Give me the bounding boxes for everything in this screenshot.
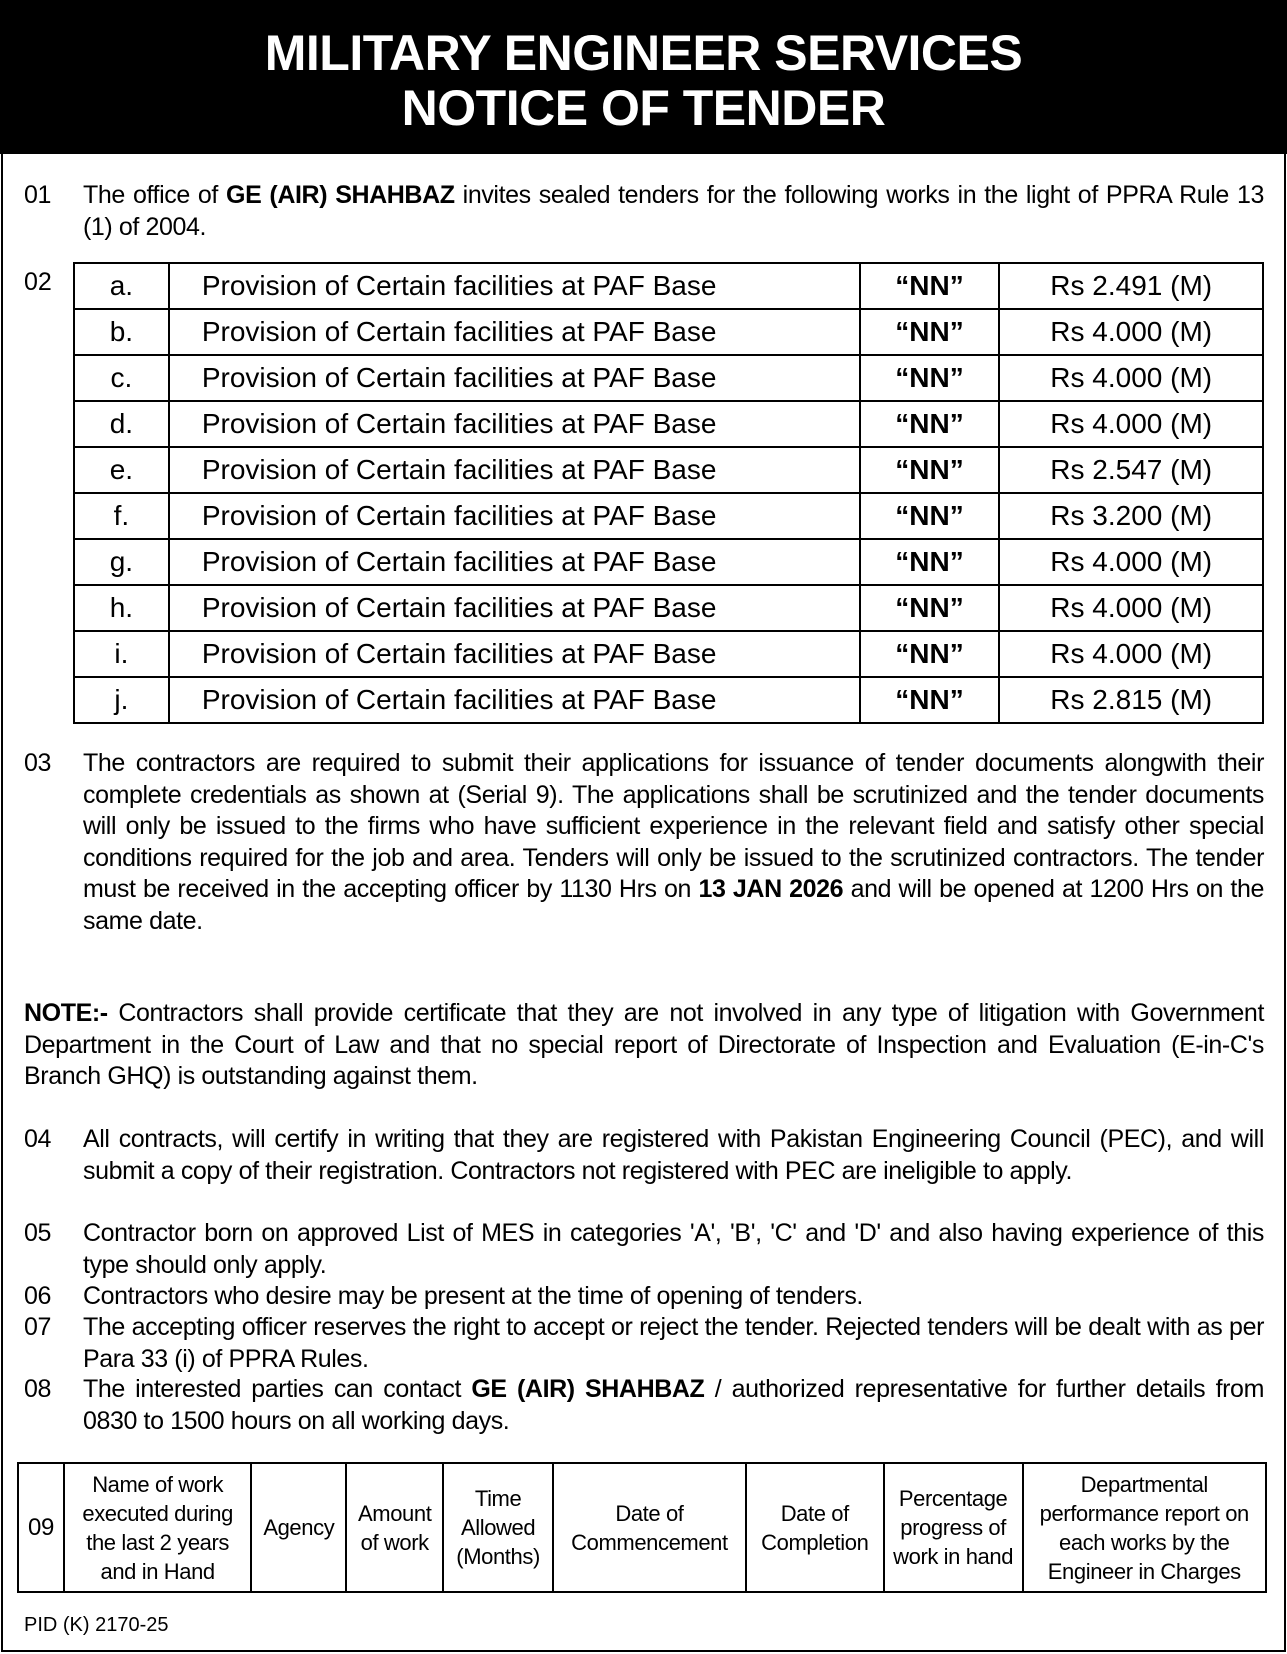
para-text: The interested parties can contact: [83, 1375, 472, 1403]
table-row: [74, 401, 1263, 447]
column-header: Name of work executed during the last 2 years and in Hand: [64, 1463, 251, 1592]
para-06: [24, 1281, 1264, 1313]
column-header: Time Allowed (Months): [443, 1463, 553, 1592]
work-serial: d.: [74, 401, 169, 447]
closing-date: 13 JAN 2026: [698, 875, 844, 903]
work-serial: c.: [74, 355, 169, 401]
para-text: The accepting officer reserves the right to accept or reject the tender. Rejected tenders will be dealt with as per Para 33 (i) of PPRA Rules.: [83, 1313, 1264, 1373]
work-serial: a.: [74, 263, 169, 309]
para-number: 02: [24, 268, 52, 296]
credentials-header-row: [18, 1463, 1266, 1592]
credentials-table: [17, 1462, 1267, 1593]
header-title: MILITARY ENGINEER SERVICES: [264, 25, 1023, 81]
table-row: [74, 309, 1263, 355]
work-location: “NN”: [860, 309, 1000, 355]
work-name: Provision of Certain facilities at PAF Base: [169, 309, 860, 355]
notice-header: [0, 0, 1287, 154]
work-serial: f.: [74, 493, 169, 539]
table-row: [74, 539, 1263, 585]
para-text: The office of: [83, 181, 227, 209]
para-01: [24, 180, 1264, 243]
work-name: Provision of Certain facilities at PAF Base: [169, 355, 860, 401]
table-row: [74, 677, 1263, 723]
work-location: “NN”: [860, 355, 1000, 401]
para-number: 01: [24, 181, 52, 209]
work-cost: Rs 2.491 (M): [999, 263, 1263, 309]
work-name: Provision of Certain facilities at PAF Base: [169, 263, 860, 309]
work-location: “NN”: [860, 539, 1000, 585]
column-header: Date of Commencement: [553, 1463, 746, 1592]
header-subtitle: NOTICE OF TENDER: [401, 80, 886, 136]
table-row: [74, 447, 1263, 493]
column-header: Departmental performance report on each works by the Engineer in Charges: [1023, 1463, 1266, 1592]
work-serial: i.: [74, 631, 169, 677]
work-cost: Rs 2.815 (M): [999, 677, 1263, 723]
office-name: GE (AIR) SHAHBAZ: [471, 1375, 705, 1403]
para-number: 07: [24, 1313, 52, 1341]
pid-number: PID (K) 2170-25: [24, 1614, 169, 1636]
work-cost: Rs 4.000 (M): [999, 539, 1263, 585]
table-row: [74, 263, 1263, 309]
work-name: Provision of Certain facilities at PAF Base: [169, 493, 860, 539]
para-text: invites sealed tenders for the following works in the light of PPRA Rule 13 (1) of 2004.: [83, 181, 1264, 241]
para-05: [24, 1218, 1264, 1281]
work-serial: e.: [74, 447, 169, 493]
para-08: [24, 1374, 1264, 1437]
note: [24, 998, 1264, 1093]
para-number: 06: [24, 1282, 52, 1310]
para-03: [24, 748, 1264, 937]
para-text: All contracts, will certify in writing that they are registered with Pakistan Engineering Council (PEC), and will submit a copy of their registration. Contractors not registered with PEC are ineligible to apply.: [83, 1125, 1264, 1185]
work-serial: j.: [74, 677, 169, 723]
work-name: Provision of Certain facilities at PAF Base: [169, 539, 860, 585]
work-location: “NN”: [860, 493, 1000, 539]
work-location: “NN”: [860, 631, 1000, 677]
table-row: [74, 631, 1263, 677]
work-location: “NN”: [860, 401, 1000, 447]
office-name: GE (AIR) SHAHBAZ: [226, 181, 455, 209]
works-table: [73, 262, 1264, 724]
para-text: Contractors who desire may be present at the time of opening of tenders.: [83, 1282, 863, 1310]
para-04: [24, 1124, 1264, 1187]
work-cost: Rs 2.547 (M): [999, 447, 1263, 493]
note-text: Contractors shall provide certificate that they are not involved in any type of litigation with Government Department in the Court of Law and that no special report of Directorate of Inspection and Evaluation (E-in-C's Branch GHQ) is outstanding against them.: [24, 999, 1264, 1090]
table-row: [74, 493, 1263, 539]
work-cost: Rs 3.200 (M): [999, 493, 1263, 539]
para-number: 05: [24, 1219, 52, 1247]
work-location: “NN”: [860, 585, 1000, 631]
column-header: Percentage progress of work in hand: [884, 1463, 1023, 1592]
table-row: [74, 585, 1263, 631]
note-label: NOTE:-: [24, 999, 108, 1027]
work-name: Provision of Certain facilities at PAF Base: [169, 631, 860, 677]
work-serial: g.: [74, 539, 169, 585]
para-number: 08: [24, 1375, 52, 1403]
work-name: Provision of Certain facilities at PAF Base: [169, 585, 860, 631]
table-row: [74, 355, 1263, 401]
para-text: / authorized representative for further details from 0830 to 1500 hours on all working days.: [83, 1375, 1264, 1435]
para-text: Contractor born on approved List of MES in categories 'A', 'B', 'C' and 'D' and also having experience of this type should only apply.: [83, 1219, 1264, 1279]
work-cost: Rs 4.000 (M): [999, 355, 1263, 401]
work-name: Provision of Certain facilities at PAF Base: [169, 677, 860, 723]
column-header: Date of Completion: [746, 1463, 884, 1592]
work-name: Provision of Certain facilities at PAF Base: [169, 401, 860, 447]
para-07: [24, 1312, 1264, 1375]
work-location: “NN”: [860, 263, 1000, 309]
para-number: 03: [24, 749, 52, 777]
column-header: Amount of work: [346, 1463, 443, 1592]
column-header: Agency: [251, 1463, 346, 1592]
para-text: The contractors are required to submit their applications for issuance of tender documents alongwith their complete credentials as shown at (Serial 9). The applications shall be scrutinized and the tender documents will only be issued to the firms who have sufficient experience in the relevant field and satisfy other special conditions required for the job and area. Tenders will only be issued to the scrutinized contractors. The tender must be received in the accepting officer by 1130 Hrs on: [83, 749, 1264, 903]
para-number: 09: [18, 1463, 64, 1592]
work-cost: Rs 4.000 (M): [999, 585, 1263, 631]
para-number: 04: [24, 1125, 52, 1153]
work-serial: b.: [74, 309, 169, 355]
work-cost: Rs 4.000 (M): [999, 631, 1263, 677]
para-text: and will be opened at 1200 Hrs on the same date.: [83, 875, 1264, 935]
work-cost: Rs 4.000 (M): [999, 309, 1263, 355]
work-serial: h.: [74, 585, 169, 631]
work-location: “NN”: [860, 447, 1000, 493]
work-name: Provision of Certain facilities at PAF Base: [169, 447, 860, 493]
work-location: “NN”: [860, 677, 1000, 723]
work-cost: Rs 4.000 (M): [999, 401, 1263, 447]
